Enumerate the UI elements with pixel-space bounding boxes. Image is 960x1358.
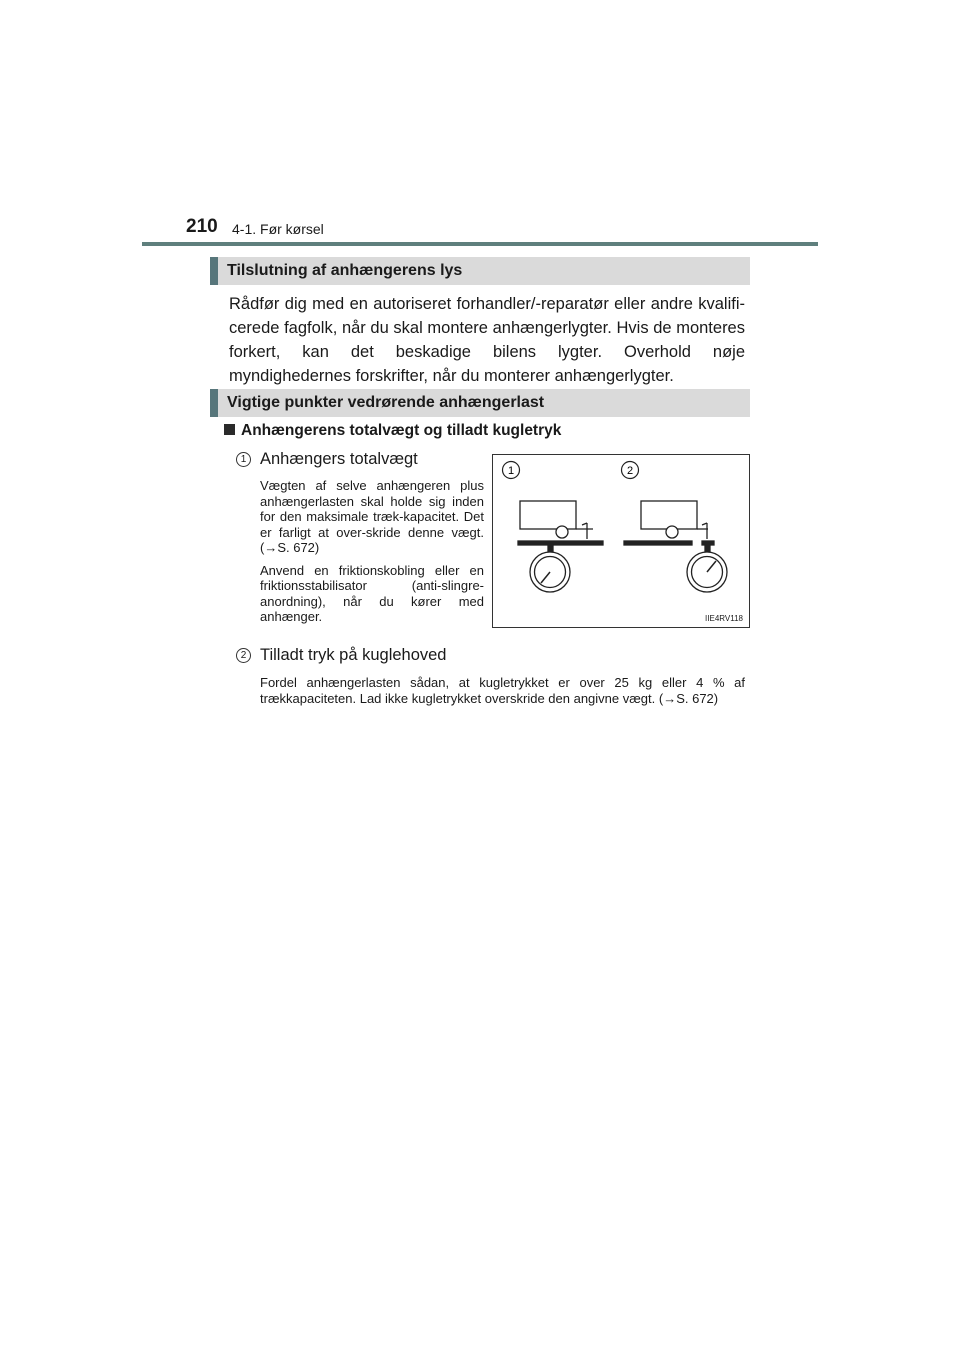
subheading-weight bbox=[224, 422, 561, 440]
section-heading-trailer-load: Vigtige punkter vedrørende anhængerlast bbox=[210, 389, 750, 417]
trailer-weight-figure bbox=[492, 454, 750, 628]
header-divider bbox=[142, 242, 818, 246]
square-bullet-icon bbox=[224, 424, 235, 435]
page-number: 210 bbox=[186, 216, 218, 237]
figure-label-1: 1 bbox=[507, 465, 515, 477]
chapter-title: 4-1. Før kørsel bbox=[232, 221, 324, 237]
figure-code: IIE4RV118 bbox=[705, 614, 743, 623]
trailer-on-scale-icon bbox=[518, 501, 603, 592]
item-text-tongue-weight bbox=[260, 675, 745, 713]
trailer-scale-illustration bbox=[493, 455, 749, 627]
tongue-weight-scale-icon bbox=[624, 501, 727, 592]
item-number-badge: 1 bbox=[236, 452, 251, 467]
figure-label-2: 2 bbox=[626, 465, 634, 477]
item-paragraph: Anvend en friktionskobling eller en friktionsstabilisator (anti-slingre-anordning), når du kører med anhænger. bbox=[260, 562, 484, 624]
item-paragraph: Vægten af selve anhængeren plus anhængerlasten skal holde sig inden for den maksimale træk-kapacitet. Det er farligt at over-skride denne vægt. (→S. 672) bbox=[260, 478, 484, 555]
item-number-badge: 2 bbox=[236, 648, 251, 663]
section-body-trailer-lights: Rådfør dig med en autoriseret forhandler/-reparatør eller andre kvalifi-cerede fagfolk, når du skal montere anhængerlygter. Hvis de monteres forkert, kan det beskadige bilens lygter. Overhold nøje myndighedernes forskrifter, når du monterer anhængerlygter. bbox=[229, 295, 745, 385]
subheading-text: Anhængerens totalvægt og tilladt kugletryk bbox=[241, 422, 562, 439]
item-title-tongue-weight: Tilladt tryk på kuglehoved bbox=[260, 646, 447, 664]
section-heading-trailer-lights: Tilslutning af anhængerens lys bbox=[210, 257, 750, 285]
item-paragraph: Fordel anhængerlasten sådan, at kugletrykket er over 25 kg eller 4 % af trækkapaciteten. Lad ikke kugletrykket overskride den angivne vægt. (→S. 672) bbox=[260, 675, 745, 706]
item-text-total-weight bbox=[260, 478, 484, 632]
item-title-total-weight: Anhængers totalvægt bbox=[260, 450, 418, 468]
